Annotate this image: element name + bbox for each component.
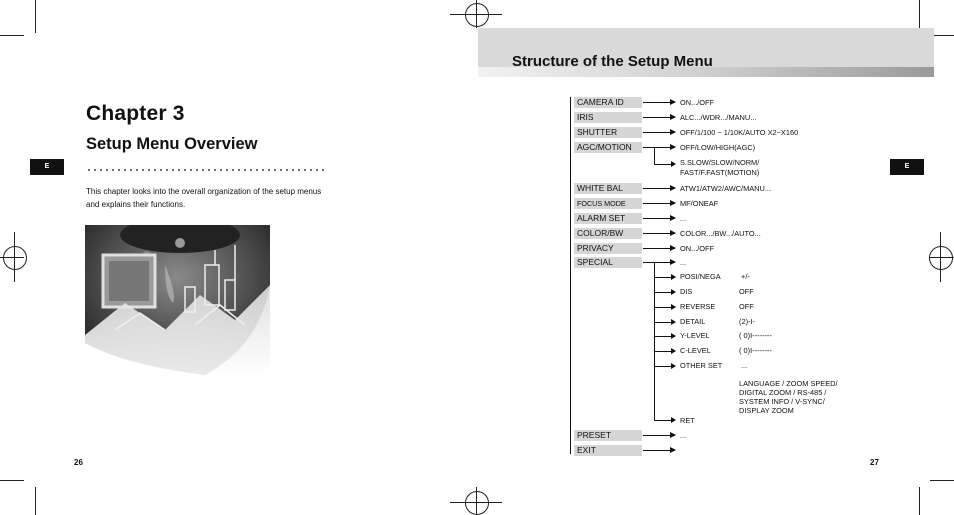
value-alarm-set: ... xyxy=(680,214,687,223)
branch-line xyxy=(654,147,655,164)
menu-item-special: SPECIAL xyxy=(574,257,642,268)
other-set-option: LANGUAGE / ZOOM SPEED/ xyxy=(739,379,838,388)
page-number: 27 xyxy=(870,458,879,467)
registration-mark xyxy=(940,232,941,282)
menu-item-shutter: SHUTTER xyxy=(574,127,642,138)
arrow-icon xyxy=(654,351,675,352)
menu-item-color-bw: COLOR/BW xyxy=(574,228,642,239)
menu-connector-line xyxy=(570,97,571,454)
special-sub-value: (2)-I- xyxy=(739,317,756,326)
arrow-icon xyxy=(654,307,675,308)
registration-mark xyxy=(0,257,24,258)
special-sub-value: ... xyxy=(741,361,748,370)
menu-item-focus-mode: FOCUS MODE xyxy=(574,198,642,209)
crop-mark xyxy=(0,480,24,481)
arrow-icon xyxy=(643,203,675,204)
arrow-icon xyxy=(643,248,675,249)
arrow-icon xyxy=(643,147,675,148)
crop-mark xyxy=(35,487,36,515)
special-sub-name: REVERSE xyxy=(680,302,716,311)
arrow-icon xyxy=(643,102,675,103)
special-sub-value: OFF xyxy=(739,287,754,296)
value-iris: ALC.../WDR.../MANU... xyxy=(680,113,757,122)
menu-item-exit: EXIT xyxy=(574,445,642,456)
page-number: 26 xyxy=(74,458,83,467)
arrow-icon xyxy=(643,218,675,219)
arrow-icon xyxy=(643,233,675,234)
arrow-icon xyxy=(654,277,675,278)
menu-item-alarm-set: ALARM SET xyxy=(574,213,642,224)
special-sub-name: POSI/NEGA xyxy=(680,272,721,281)
value-camera-id: ON.../OFF xyxy=(680,98,715,107)
menu-item-camera-id: CAMERA ID xyxy=(574,97,642,108)
crop-mark xyxy=(0,35,24,36)
crop-mark xyxy=(930,480,954,481)
value-motion-line1: S.SLOW/SLOW/NORM/ xyxy=(680,158,760,167)
special-sub-value: +/- xyxy=(741,272,750,281)
registration-mark xyxy=(465,491,489,515)
arrow-icon xyxy=(643,435,675,436)
edge-tab: E xyxy=(30,159,64,175)
menu-item-preset: PRESET xyxy=(574,430,642,441)
menu-item-iris: IRIS xyxy=(574,112,642,123)
edge-tab: E xyxy=(890,159,924,175)
other-set-option: SYSTEM INFO / V-SYNC/ xyxy=(739,397,825,406)
registration-mark xyxy=(929,246,953,270)
menu-item-privacy: PRIVACY xyxy=(574,243,642,254)
registration-mark xyxy=(14,232,15,282)
arrow-icon xyxy=(654,366,675,367)
value-motion-line2: FAST/F.FAST(MOTION) xyxy=(680,168,760,177)
arrow-icon xyxy=(654,322,675,323)
menu-item-white-bal: WHITE BAL xyxy=(574,183,642,194)
arrow-icon xyxy=(643,262,675,263)
intro-paragraph: This chapter looks into the overall organization of the setup menus and explains their functions. xyxy=(86,187,322,209)
section-title: Setup Menu Overview xyxy=(86,135,258,153)
dotted-divider xyxy=(86,168,324,172)
special-sub-name: DIS xyxy=(680,287,693,296)
arrow-icon xyxy=(654,292,675,293)
value-preset: ... xyxy=(680,431,687,440)
value-agc: OFF/LOW/HIGH(AGC) xyxy=(680,143,756,152)
arrow-icon xyxy=(654,164,675,165)
registration-mark xyxy=(476,0,477,28)
value-special: ... xyxy=(680,258,687,267)
value-shutter: OFF/1/100 ~ 1/10K/AUTO X2~X160 xyxy=(680,128,799,137)
arrow-icon xyxy=(643,117,675,118)
special-sub-name: C-LEVEL xyxy=(680,346,711,355)
menu-item-agc-motion: AGC/MOTION xyxy=(574,142,642,153)
value-color-bw: COLOR.../BW.../AUTO... xyxy=(680,229,761,238)
registration-mark xyxy=(476,487,477,515)
value-white-bal: ATW1/ATW2/AWC/MANU... xyxy=(680,184,772,193)
registration-mark xyxy=(465,3,489,27)
registration-mark xyxy=(3,246,27,270)
special-sub-value: ( 0)I-------- xyxy=(739,346,772,355)
special-sub-value: OFF xyxy=(739,302,754,311)
camera-illustration xyxy=(85,225,270,375)
registration-mark xyxy=(930,257,954,258)
arrow-icon xyxy=(643,450,675,451)
arrow-icon xyxy=(654,420,675,421)
other-set-option: DISPLAY ZOOM xyxy=(739,406,794,415)
special-sub-value: ( 0)I-------- xyxy=(739,331,772,340)
special-sub-name: Y-LEVEL xyxy=(680,331,710,340)
page-title: Structure of the Setup Menu xyxy=(512,53,713,70)
chapter-title: Chapter 3 xyxy=(86,102,185,125)
value-focus-mode: MF/ONEAF xyxy=(680,199,719,208)
value-privacy: ON.../OFF xyxy=(680,244,715,253)
crop-mark xyxy=(919,487,920,515)
arrow-icon xyxy=(643,188,675,189)
arrow-icon xyxy=(654,336,675,337)
special-sub-name: DETAIL xyxy=(680,317,706,326)
special-sub-name: OTHER SET xyxy=(680,361,723,370)
crop-mark xyxy=(35,0,36,33)
branch-line xyxy=(654,262,655,420)
arrow-icon xyxy=(643,132,675,133)
other-set-option: DIGITAL ZOOM / RS-485 / xyxy=(739,388,827,397)
special-sub-name: RET xyxy=(680,416,695,425)
